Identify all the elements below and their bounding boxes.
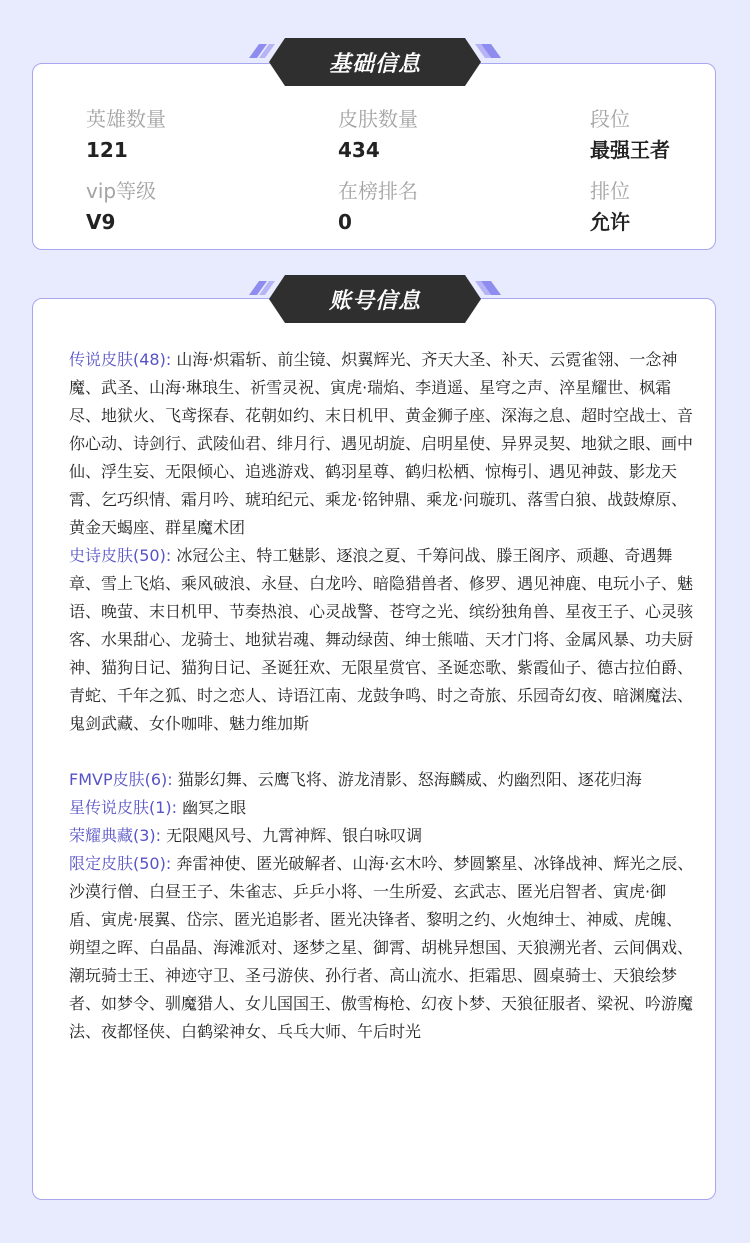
legendary-skins-items: 山海·炽霜斩、前尘镜、炽翼辉光、齐天大圣、补天、云霓雀翎、一念神魔、武圣、山海·琳琅生、祈雪灵祝、寅虎·瑞焰、李逍遥、星穹之声、淬星耀世、枫霜尽、地狱火、飞鸢探春、花朝如约、末日机甲、黄金狮子座、深海之息、超时空战士、音你心动、诗剑行、武陵仙君、绯月行、遇见胡旋、启明星使、异界灵契、地狱之眼、画中仙、浮生妄、无限倾心、追逃游戏、鹤羽星尊、鹤归松栖、惊梅引、遇见神鼓、影龙天霄、乞巧织情、霜月吟、琥珀纪元、乘龙·铭钟鼎、乘龙·问璇玑、落雪白狼、战鼓燎原、黄金天蝎座、群星魔术团	[69, 350, 694, 537]
ranked-mode-value: 允许	[590, 210, 630, 234]
glory-collection-items: 无限飓风号、九霄神辉、银白咏叹调	[166, 826, 423, 845]
glory-collection-label: 荣耀典藏(3):	[69, 826, 162, 845]
leaderboard-rank-label: 在榜排名	[338, 179, 418, 203]
legendary-skins-row	[69, 346, 697, 542]
ranked-mode-label: 排位	[590, 179, 630, 203]
skin-count-label: 皮肤数量	[338, 107, 418, 131]
star-legend-skins-row	[69, 794, 697, 822]
vip-level-value: V9	[86, 210, 116, 234]
vip-level-field	[86, 176, 338, 242]
fmvp-skins-items: 猫影幻舞、云鹰飞将、游龙清影、怒海麟威、灼幽烈阳、逐花归海	[177, 770, 642, 789]
account-info-card	[32, 298, 716, 1200]
ranked-mode-field	[590, 176, 720, 242]
leaderboard-rank-field	[338, 176, 590, 242]
rank-tier-value: 最强王者	[590, 138, 670, 162]
glory-collection-row	[69, 822, 697, 850]
basic-info-grid	[86, 104, 720, 242]
skin-count-value: 434	[338, 138, 380, 162]
fmvp-skins-row	[69, 766, 697, 794]
star-legend-skins-label: 星传说皮肤(1):	[69, 798, 178, 817]
limited-skins-items: 奔雷神使、匿光破解者、山海·玄木吟、梦圆繁星、冰锋战神、辉光之辰、沙漠行僧、白昼王子、朱雀志、乒乒小将、一生所爱、玄武志、匿光启智者、寅虎·御盾、寅虎·展翼、岱宗、匿光追影者、匿光决锋者、黎明之约、火炮绅士、神威、虎魄、朔望之晖、白晶晶、海滩派对、逐梦之星、御霄、胡桃异想国、天狼溯光者、云间偶戏、潮玩骑士王、神迹守卫、圣弓游侠、孙行者、高山流水、拒霜思、圆桌骑士、天狼绘梦者、如梦令、驯魔猎人、女儿国国王、傲雪梅枪、幻夜卜梦、天狼征服者、梁祝、吟游魔法、夜都怪侠、白鹤梁神女、乓乓大师、午后时光	[69, 854, 694, 1041]
star-legend-skins-items: 幽冥之眼	[182, 798, 247, 817]
rank-tier-field	[590, 104, 720, 170]
account-info-title: 账号信息	[328, 288, 421, 314]
hero-count-value: 121	[86, 138, 128, 162]
fmvp-skins-label: FMVP皮肤(6):	[69, 770, 173, 789]
basic-info-card	[32, 63, 716, 250]
legendary-skins-label: 传说皮肤(48):	[69, 350, 172, 369]
hero-count-field	[86, 104, 338, 170]
limited-skins-row	[69, 850, 697, 1046]
epic-skins-row	[69, 542, 697, 738]
leaderboard-rank-value: 0	[338, 210, 352, 234]
vip-level-label: vip等级	[86, 179, 157, 203]
limited-skins-label: 限定皮肤(50):	[69, 854, 172, 873]
basic-info-banner	[247, 38, 503, 86]
skin-list	[69, 346, 697, 1046]
epic-skins-items: 冰冠公主、特工魅影、逐浪之夏、千筹问战、滕王阁序、顽趣、奇遇舞章、雪上飞焰、乘风破浪、永昼、白龙吟、暗隐猎兽者、修罗、遇见神鹿、电玩小子、魅语、晚萤、末日机甲、节奏热浪、心灵战警、苍穹之光、缤纷独角兽、星夜王子、心灵骇客、水果甜心、龙骑士、地狱岩魂、舞动绿茵、绅士熊喵、天才门将、金属风暴、功夫厨神、猫狗日记、猫狗日记、圣诞狂欢、无限星赏官、圣诞恋歌、紫霞仙子、德古拉伯爵、青蛇、千年之狐、时之恋人、诗语江南、龙鼓争鸣、时之奇旅、乐园奇幻夜、暗渊魔法、鬼剑武藏、女仆咖啡、魅力维加斯	[69, 546, 694, 733]
hero-count-label: 英雄数量	[86, 107, 166, 131]
basic-info-title: 基础信息	[328, 51, 421, 77]
rank-tier-label: 段位	[590, 107, 630, 131]
account-info-banner	[247, 275, 503, 323]
epic-skins-label: 史诗皮肤(50):	[69, 546, 172, 565]
skin-count-field	[338, 104, 590, 170]
